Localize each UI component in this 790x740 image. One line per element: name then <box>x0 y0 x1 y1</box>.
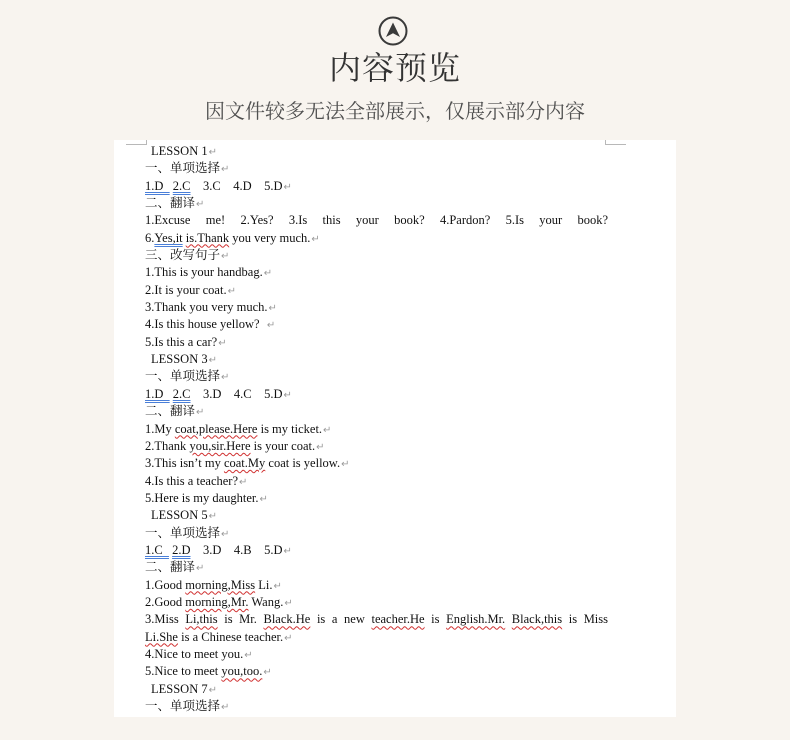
line-text: 一、单项选择 <box>145 699 221 713</box>
document-line <box>145 611 608 628</box>
paragraph-mark-icon: ↵ <box>283 389 292 401</box>
document-line <box>145 455 608 472</box>
line-text: 二、翻译 <box>145 404 196 419</box>
document-line <box>145 247 608 264</box>
document-line <box>145 178 608 195</box>
line-text: coat is yellow. <box>265 456 341 471</box>
paragraph-mark-icon: ↵ <box>283 545 292 557</box>
document-line <box>145 316 608 333</box>
line-text: 一、单项选择 <box>145 161 221 176</box>
paragraph-mark-icon: ↵ <box>196 199 205 211</box>
grammar-flagged-text: 2.D <box>172 542 191 557</box>
line-text: 一、单项选择 <box>145 369 221 384</box>
document-line <box>145 663 608 680</box>
line-text: 一、单项选择 <box>145 525 221 540</box>
grammar-flagged-text: Yes,it <box>154 230 183 245</box>
line-text: 4.Nice to meet you. <box>145 646 244 661</box>
line-text: 3.D 4.B 5.D <box>190 542 283 557</box>
paragraph-mark-icon: ↵ <box>208 355 217 367</box>
line-text: is my ticket. <box>257 421 323 436</box>
paragraph-mark-icon: ↵ <box>239 476 248 488</box>
line-text: is your coat. <box>250 438 316 453</box>
line-text: 3.This isn’t my <box>145 456 224 471</box>
grammar-flagged-text: 1.C <box>145 542 169 557</box>
paragraph-mark-icon: ↵ <box>208 684 217 696</box>
page-title: 内容预览 <box>328 49 461 87</box>
spelling-flagged-text: Black.He <box>263 612 311 627</box>
document-line <box>145 160 608 177</box>
paragraph-mark-icon: ↵ <box>263 268 273 280</box>
document-line <box>145 559 608 576</box>
line-text: 2.Good <box>145 594 186 609</box>
spelling-flagged-text: you,too. <box>221 664 263 679</box>
paragraph-mark-icon: ↵ <box>221 702 230 713</box>
line-text: is a Chinese teacher. <box>177 629 284 644</box>
document-line <box>145 490 608 507</box>
grammar-flagged-text: 1.D <box>145 178 170 193</box>
grammar-flagged-text: 2.C <box>172 178 191 193</box>
page-subtitle: 因文件较多无法全部展示，仅展示部分内容 <box>205 99 585 123</box>
document-line <box>145 386 608 403</box>
grammar-flagged-text: 2.C <box>172 386 191 401</box>
line-text: is <box>424 612 447 627</box>
spelling-flagged-text: Li.She <box>145 629 178 644</box>
line-text: 3.C 4.D 5.D <box>190 178 283 193</box>
document-line <box>145 629 608 646</box>
paragraph-mark-icon: ↵ <box>196 407 205 419</box>
line-text <box>505 612 512 626</box>
line-text: 6. <box>145 230 155 245</box>
spelling-flagged-text: morning,Mr. <box>185 594 249 609</box>
line-text: 5.Nice to meet <box>145 664 222 679</box>
line-text: 3.D 4.C 5.D <box>190 386 283 401</box>
document-line <box>145 681 608 698</box>
paragraph-mark-icon: ↵ <box>221 251 230 263</box>
paragraph-mark-icon: ↵ <box>266 320 276 332</box>
line-text: Li. <box>255 577 273 592</box>
document-line <box>145 421 608 438</box>
document-line <box>145 542 608 559</box>
line-text: LESSON 1 <box>151 144 208 158</box>
margin-corner-mark <box>605 140 626 145</box>
document-line <box>145 143 608 160</box>
spelling-flagged-text: is.Thank <box>185 230 230 245</box>
line-text: Wang. <box>248 594 284 609</box>
paragraph-mark-icon: ↵ <box>221 528 230 540</box>
line-text: 2.It is your coat. <box>145 282 227 297</box>
line-text: 1.My <box>145 421 175 436</box>
up-arrow-circle-icon <box>378 16 408 46</box>
document-line <box>145 368 608 385</box>
document-line <box>145 594 608 611</box>
spelling-flagged-text: morning,Miss <box>185 577 256 592</box>
line-text: 三、改写句子 <box>145 248 221 263</box>
grammar-flagged-text: 1.D <box>145 386 170 401</box>
paragraph-mark-icon: ↵ <box>273 580 282 592</box>
line-text: 1.Good <box>145 577 186 592</box>
document-line <box>145 299 608 316</box>
document-line <box>145 195 608 212</box>
paragraph-mark-icon: ↵ <box>268 303 277 315</box>
document-line <box>145 525 608 542</box>
line-text: 1.This is your handbag. <box>145 265 263 280</box>
line-text: 3.Thank you very much. <box>145 300 268 315</box>
line-text: LESSON 5 <box>151 508 208 523</box>
document-line <box>145 230 608 247</box>
line-text: 2.Thank <box>145 438 190 453</box>
paragraph-mark-icon: ↵ <box>316 441 325 453</box>
line-text: you very much. <box>229 230 311 245</box>
paragraph-mark-icon: ↵ <box>284 597 293 609</box>
spelling-flagged-text: English.Mr. <box>446 612 506 627</box>
document-line <box>145 403 608 420</box>
paragraph-mark-icon: ↵ <box>208 147 217 158</box>
spelling-flagged-text: teacher.He <box>371 612 425 627</box>
paragraph-mark-icon: ↵ <box>263 667 272 679</box>
line-text: LESSON 3 <box>151 352 208 367</box>
line-text: 1.Excuse me! 2.Yes? 3.Is this your book? 4.Pardon? 5.Is your book? <box>145 213 608 228</box>
paragraph-mark-icon: ↵ <box>227 285 236 297</box>
line-text: LESSON 7 <box>151 681 208 696</box>
line-text: is Miss <box>562 612 609 627</box>
spelling-flagged-text: coat.My <box>223 456 266 471</box>
margin-corner-mark <box>126 140 147 145</box>
line-text: 二、翻译 <box>145 196 196 211</box>
document-line <box>145 351 608 368</box>
document-line <box>145 577 608 594</box>
document-line <box>145 438 608 455</box>
document-body <box>145 143 608 715</box>
spelling-flagged-text: Black,this <box>511 612 563 627</box>
document-line <box>145 507 608 524</box>
paragraph-mark-icon: ↵ <box>244 649 253 661</box>
document-line <box>145 646 608 663</box>
line-text: 3.Miss <box>145 612 186 627</box>
document-line <box>145 473 608 490</box>
paragraph-mark-icon: ↵ <box>218 337 227 349</box>
document-line <box>145 212 608 229</box>
line-text: is a new <box>310 612 372 627</box>
line-text: 4.Is this house yellow? <box>145 317 266 332</box>
paragraph-mark-icon: ↵ <box>323 424 332 436</box>
spelling-flagged-text: coat,please.Here <box>174 421 258 436</box>
paragraph-mark-icon: ↵ <box>221 164 230 176</box>
line-text: 4.Is this a teacher? <box>145 473 239 488</box>
paragraph-mark-icon: ↵ <box>283 181 292 193</box>
paragraph-mark-icon: ↵ <box>311 233 320 245</box>
spelling-flagged-text: you,sir.Here <box>189 438 251 453</box>
document-line <box>145 334 608 351</box>
line-text: 二、翻译 <box>145 560 196 575</box>
document-line <box>145 282 608 299</box>
spelling-flagged-text: Li,this <box>185 612 218 627</box>
document-line <box>145 264 608 281</box>
line-text: 5.Is this a car? <box>145 334 218 349</box>
paragraph-mark-icon: ↵ <box>259 493 268 505</box>
line-text: 5.Here is my daughter. <box>145 490 259 505</box>
line-text: is Mr. <box>217 612 264 627</box>
document-preview <box>114 140 676 717</box>
document-line <box>145 698 608 715</box>
paragraph-mark-icon: ↵ <box>284 632 293 644</box>
paragraph-mark-icon: ↵ <box>221 372 230 384</box>
paragraph-mark-icon: ↵ <box>196 563 205 575</box>
paragraph-mark-icon: ↵ <box>208 511 217 523</box>
paragraph-mark-icon: ↵ <box>341 459 350 471</box>
